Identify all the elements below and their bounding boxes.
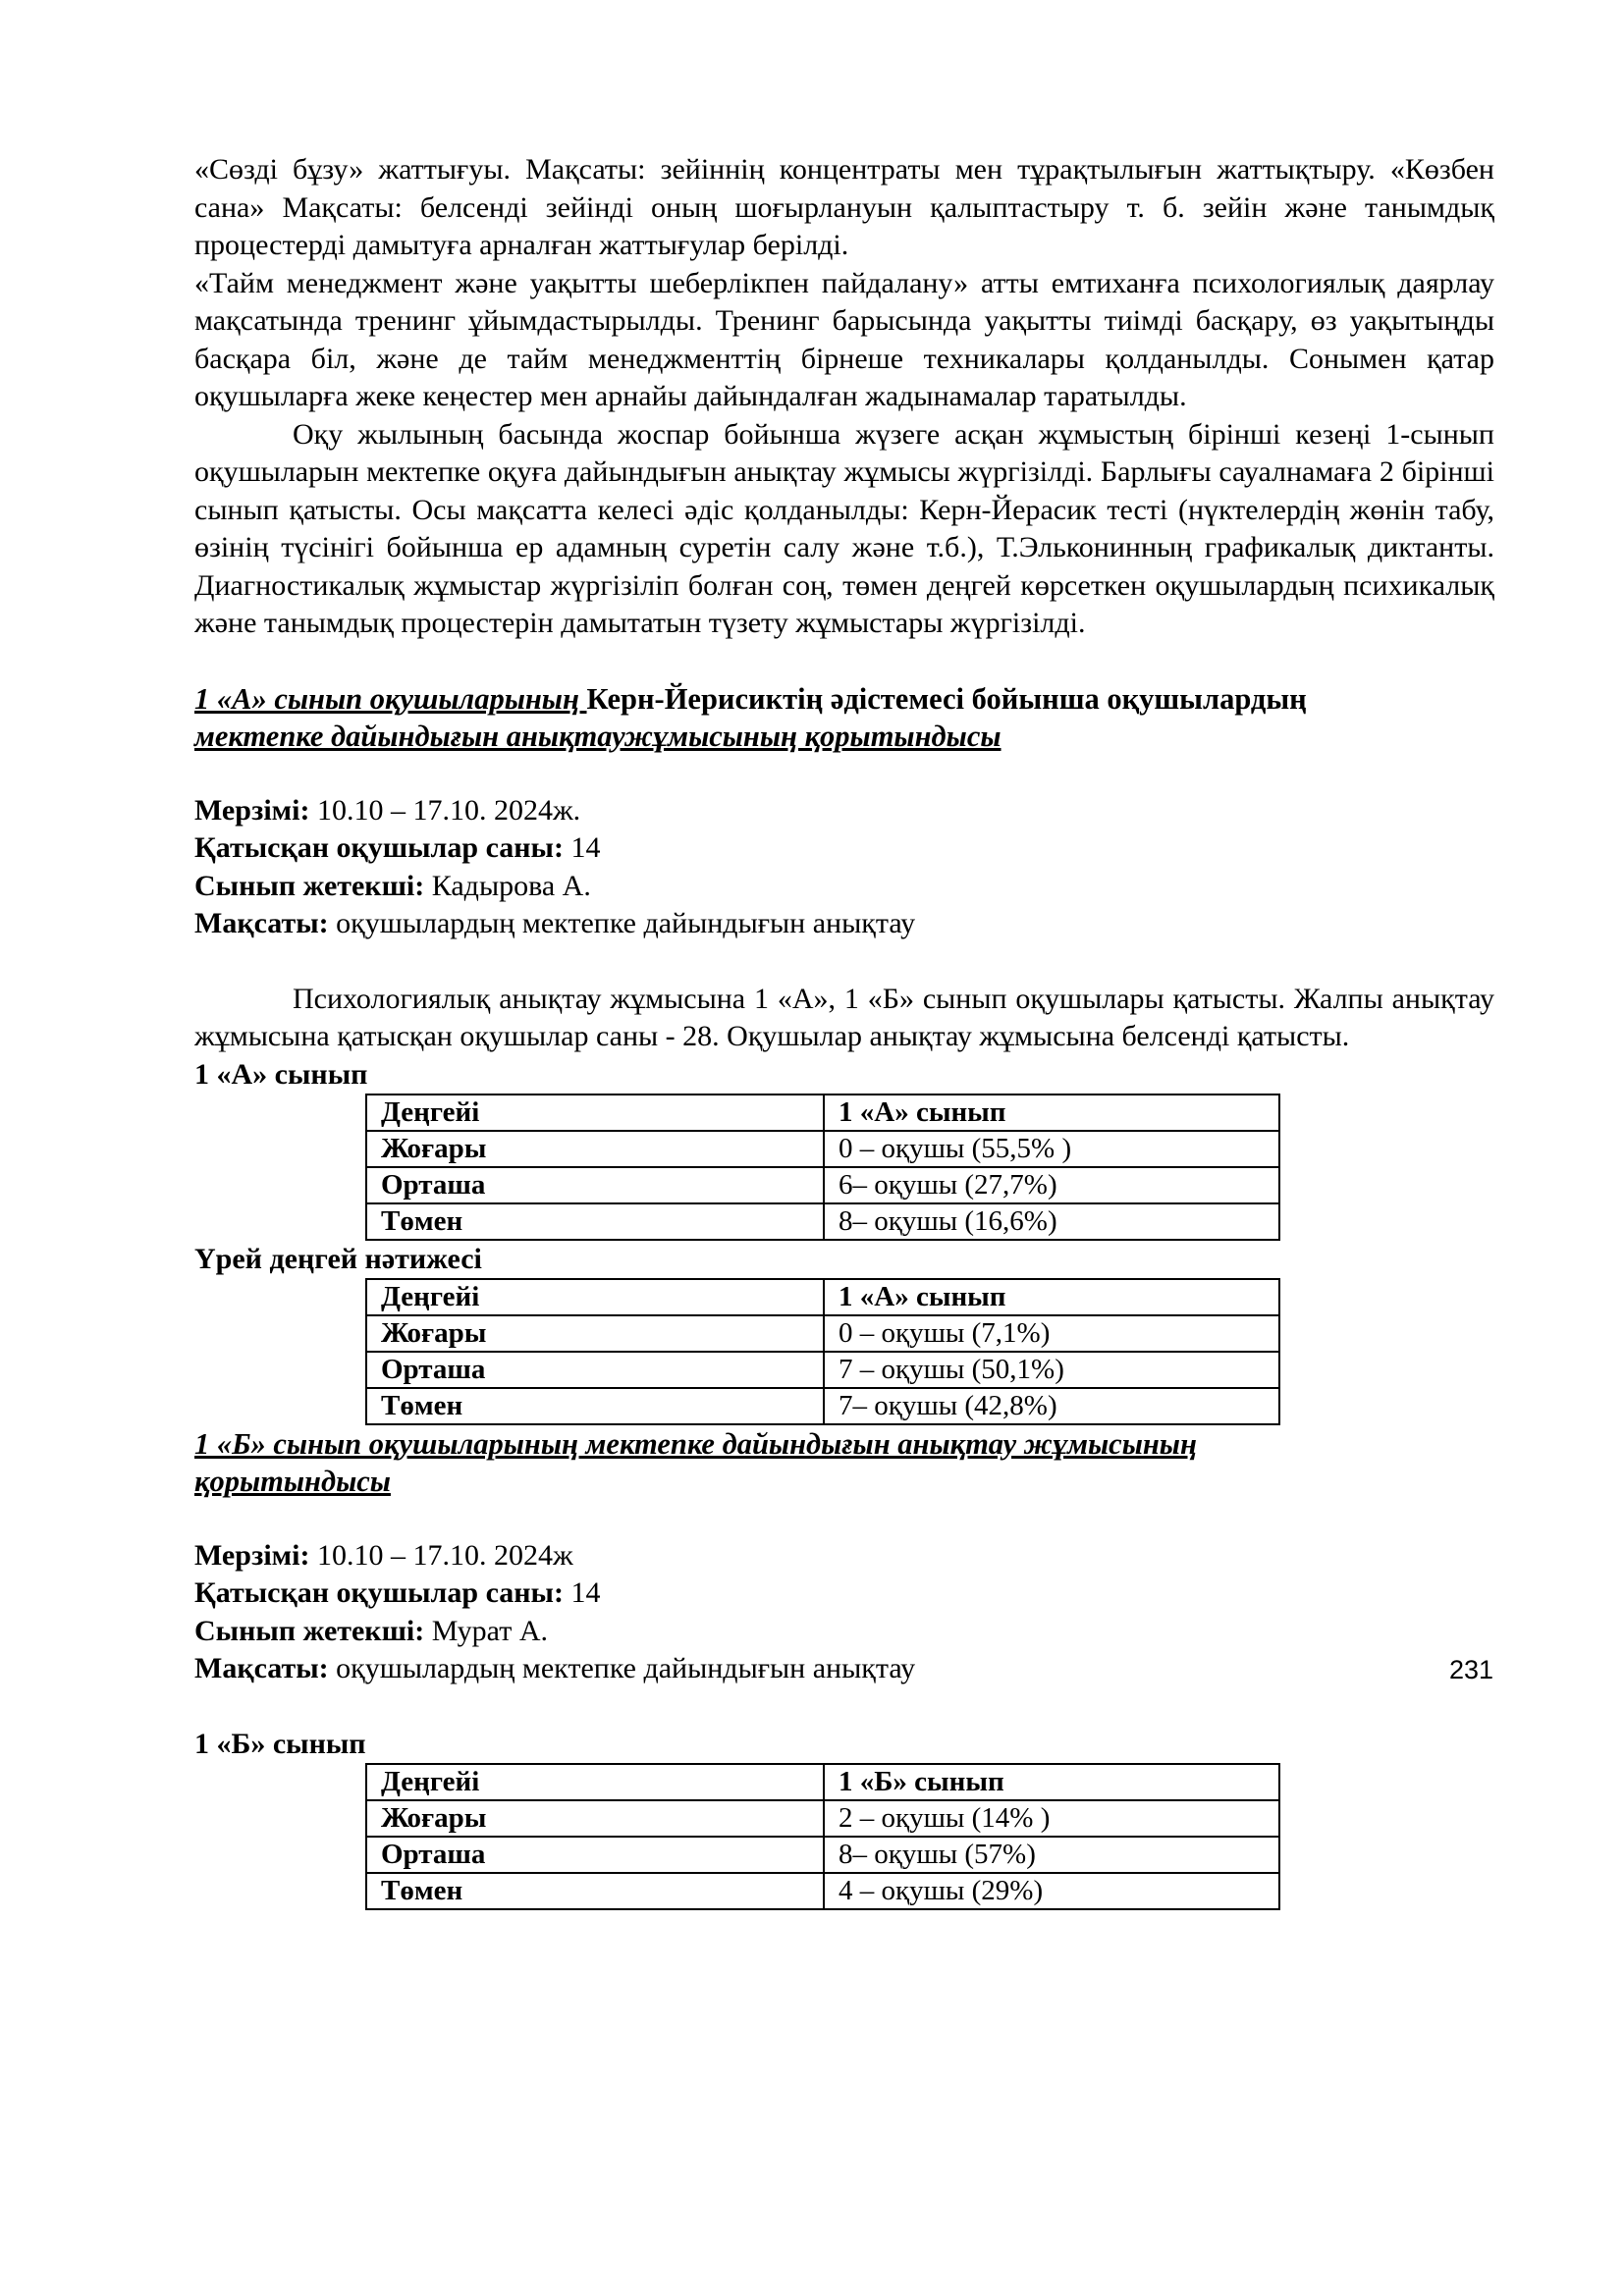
meta-label: Мақсаты: <box>194 907 329 939</box>
meta-value: 10.10 – 17.10. 2024ж <box>309 1538 573 1572</box>
level-cell: Орташа <box>366 1167 824 1203</box>
level-cell: Жоғары <box>366 1800 824 1837</box>
table-row <box>366 1315 1279 1352</box>
value-cell: 7 – оқушы (50,1%) <box>824 1352 1279 1388</box>
meta-participants <box>194 1575 1494 1613</box>
meta-label: Мерзімі: <box>194 1538 310 1572</box>
intro-paragraph-2: «Тайм менеджмент және уақытты шеберлікпен пайдалану» атты емтиханға психологиялық даярлау мақсатында тренинг ұйымдастырылды. Тренинг барысында уақытты тиімді басқару, өз уақытыңды басқара біл, және де тайм менеджменттің бірнеше техникалары қолданылды. Сонымен қатар оқушыларға жеке кеңестер мен арнайы дайындалған жадынамалар таратылды. <box>194 266 1494 412</box>
section-b-heading-line1: 1 «Б» сынып оқушыларының мектепке дайындығын анықтау жұмысының <box>194 1426 1197 1461</box>
value-cell: 6– оқушы (27,7%) <box>824 1167 1279 1203</box>
table-a-caption: 1 «А» сынып <box>194 1057 368 1091</box>
level-cell: Жоғары <box>366 1315 824 1352</box>
intro-paragraph-1: «Сөзді бұзу» жаттығуы. Мақсаты: зейіннің концентраты мен тұрақтылығын жаттықтыру. «Көзбен сана» Мақсаты: белсенді зейінді оның шоғырлануын қалыптастыру т. б. зейін және танымдық процестерді дамытуға арналған жаттығулар берілді. <box>194 153 1494 261</box>
value-cell: 8– оқушы (57%) <box>824 1837 1279 1873</box>
readiness-table-1a <box>365 1094 1280 1241</box>
anxiety-table-1a <box>365 1278 1280 1425</box>
section-a-heading-part2: Керн-Йерисиктің әдістемесі бойынша оқушылардың <box>586 681 1307 716</box>
level-cell: Орташа <box>366 1352 824 1388</box>
meta-value: 10.10 – 17.10. 2024ж. <box>309 793 581 827</box>
section-b-heading <box>194 1425 1494 1500</box>
page-content <box>194 151 1494 1910</box>
header-cell: Деңгейі <box>366 1095 824 1131</box>
meta-label: Мақсаты: <box>194 1652 329 1684</box>
meta-label: Қатысқан оқушылар саны: <box>194 1576 564 1609</box>
meta-goal <box>194 1650 1494 1688</box>
value-cell: 4 – оқушы (29%) <box>824 1873 1279 1909</box>
header-cell: Деңгейі <box>366 1279 824 1315</box>
anxiety-table-caption: Үрей деңгей нәтижесі <box>194 1242 482 1275</box>
table-row <box>366 1131 1279 1167</box>
value-cell: 7– оқушы (42,8%) <box>824 1388 1279 1424</box>
header-cell: 1 «А» сынып <box>824 1279 1279 1315</box>
table-row <box>366 1352 1279 1388</box>
section-b-meta <box>194 1537 1494 1688</box>
meta-value: 14 <box>563 831 601 864</box>
section-a-heading-part1: 1 «А» сынып оқушыларының <box>194 681 587 716</box>
level-cell: Төмен <box>366 1873 824 1909</box>
header-cell: 1 «Б» сынып <box>824 1764 1279 1800</box>
meta-teacher <box>194 868 1494 906</box>
meta-value: 14 <box>563 1576 601 1609</box>
intro-paragraph-3: Оқу жылының басында жоспар бойынша жүзеге асқан жұмыстың бірінші кезеңі 1-сынып оқушыларын мектепке оқуға дайындығын анықтау жұмысы жүргізілді. Барлығы сауалнамаға 2 бірінші сынып қатысты. Осы мақсатта келесі әдіс қолданылды: Керн-Йерасик тесті (нүктелердің жөнін табу, өзінің түсінігі бойынша ер адамның суретін салу және т.б.), Т.Эльконинның графикалық диктанты. Диагностикалық жұмыстар жүргізіліп болған соң, төмен деңгей көрсеткен оқушылардың психикалық және танымдық процестерін дамытатын түзету жұмыстары жүргізілді. <box>194 417 1494 639</box>
meta-participants <box>194 829 1494 868</box>
header-cell: Деңгейі <box>366 1764 824 1800</box>
meta-label: Сынып жетекші: <box>194 1614 425 1647</box>
level-cell: Орташа <box>366 1837 824 1873</box>
value-cell: 0 – оқушы (7,1%) <box>824 1315 1279 1352</box>
meta-value: оқушылардың мектепке дайындығын анықтау <box>328 1652 916 1684</box>
table-row <box>366 1388 1279 1424</box>
level-cell: Төмен <box>366 1203 824 1240</box>
section-a-paragraph: Психологиялық анықтау жұмысына 1 «А», 1 «Б» сынып оқушылары қатысты. Жалпы анықтау жұмысына қатысқан оқушылар саны - 28. Оқушылар анықтау жұмысына белсенді қатысты. <box>194 982 1494 1052</box>
table-row <box>366 1167 1279 1203</box>
page-number: 231 <box>1449 1655 1494 1684</box>
level-cell: Жоғары <box>366 1131 824 1167</box>
meta-label: Қатысқан оқушылар саны: <box>194 831 564 864</box>
table-b-caption: 1 «Б» сынып <box>194 1727 366 1760</box>
section-b-heading-line2: қорытындысы <box>194 1464 391 1498</box>
header-cell: 1 «А» сынып <box>824 1095 1279 1131</box>
table-row <box>366 1837 1279 1873</box>
section-a-meta <box>194 792 1494 943</box>
value-cell: 0 – оқушы (55,5% ) <box>824 1131 1279 1167</box>
level-cell: Төмен <box>366 1388 824 1424</box>
meta-value: Кадырова А. <box>424 869 591 902</box>
meta-label: Сынып жетекші: <box>194 869 425 902</box>
table-row <box>366 1873 1279 1909</box>
meta-label: Мерзімі: <box>194 793 310 827</box>
value-cell: 8– оқушы (16,6%) <box>824 1203 1279 1240</box>
value-cell: 2 – оқушы (14% ) <box>824 1800 1279 1837</box>
meta-goal <box>194 905 1494 943</box>
meta-teacher <box>194 1613 1494 1651</box>
meta-value: оқушылардың мектепке дайындығын анықтау <box>328 907 916 939</box>
table-row <box>366 1203 1279 1240</box>
table-header-row <box>366 1279 1279 1315</box>
meta-value: Мурат А. <box>424 1614 548 1647</box>
readiness-table-1b <box>365 1763 1280 1910</box>
meta-date <box>194 1537 1494 1575</box>
section-a-heading <box>194 680 1494 755</box>
table-row <box>366 1800 1279 1837</box>
meta-date <box>194 792 1494 830</box>
section-a-heading-line2: мектепке дайындығын анықтаужұмысының қорытындысы <box>194 719 1001 753</box>
table-header-row <box>366 1764 1279 1800</box>
table-header-row <box>366 1095 1279 1131</box>
